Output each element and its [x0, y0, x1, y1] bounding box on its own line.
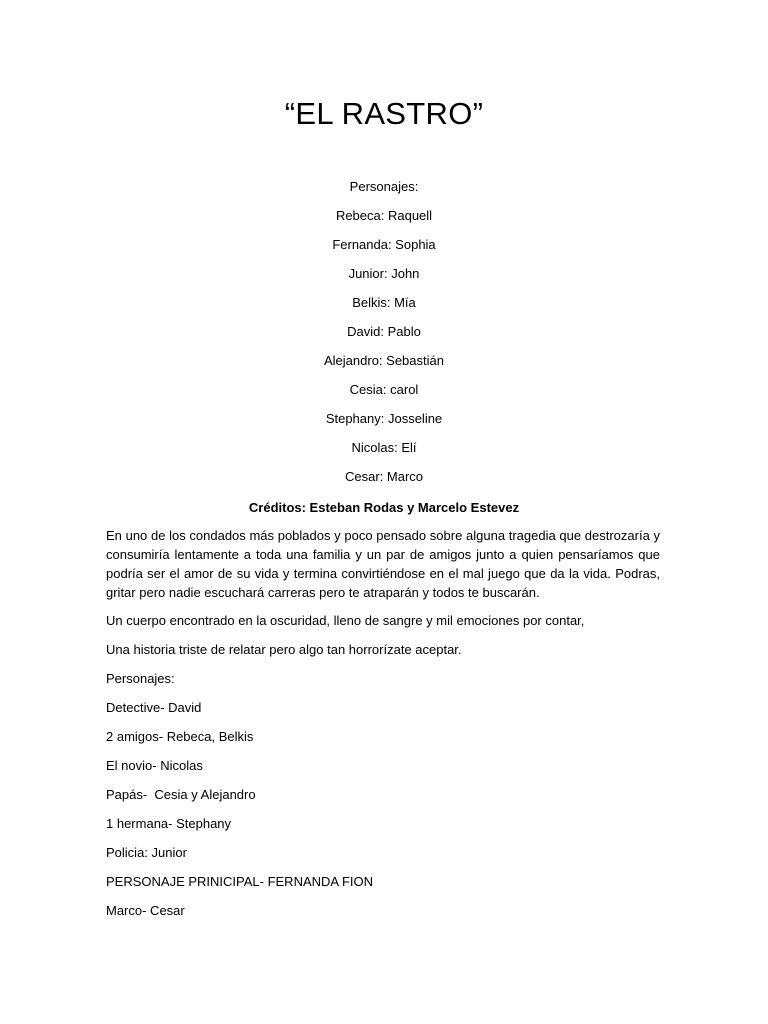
credits-line: Créditos: Esteban Rodas y Marcelo Estevez: [248, 500, 520, 515]
role-item: 2 amigos- Rebeca, Belkis: [106, 729, 254, 744]
role-item: PERSONAJE PRINICIPAL- FERNANDA FION: [106, 874, 374, 889]
intro-paragraph: En uno de los condados más poblados y poco pensado sobre alguna tragedia que destrozaría y consumiría lentamente a toda una familia y un par de amigos junto a quien pensaríamos que podría ser el amor de su vida y termina convirtiéndose en el mal juego que da la vida. Podras, gritar pero nadie escuchará carreras pero te atraparán y todos te buscarán.: [106, 528, 660, 600]
cast-list: [0, 176, 768, 495]
role-item: 1 hermana- Stephany: [106, 816, 232, 831]
cast-item: Alejandro: Sebastián: [324, 353, 444, 368]
cast-item: Junior: John: [348, 266, 420, 281]
body-text: [106, 526, 660, 930]
cast-item: Cesia: carol: [349, 382, 419, 397]
role-item: Detective- David: [106, 700, 202, 715]
role-item: Marco- Cesar: [106, 903, 185, 918]
paragraph-3: Una historia triste de relatar pero algo tan horrorízate aceptar.: [106, 642, 462, 657]
cast-item: Belkis: Mía: [352, 295, 416, 310]
cast-item: Rebeca: Raquell: [335, 208, 433, 223]
cast-item: Stephany: Josseline: [325, 411, 443, 426]
role-item: Papás- Cesia y Alejandro: [106, 787, 256, 802]
cast-heading: Personajes:: [349, 179, 419, 194]
role-item: Policia: Junior: [106, 845, 187, 860]
cast-item: Nicolas: Elí: [351, 440, 417, 455]
roles-heading: Personajes:: [106, 671, 175, 686]
cast-item: Fernanda: Sophia: [332, 237, 436, 252]
cast-item: David: Pablo: [347, 324, 421, 339]
role-item: El novio- Nicolas: [106, 758, 203, 773]
cast-item: Cesar: Marco: [344, 469, 424, 484]
paragraph-2: Un cuerpo encontrado en la oscuridad, lleno de sangre y mil emociones por contar,: [106, 613, 585, 628]
document-title: “EL RASTRO”: [284, 96, 484, 131]
